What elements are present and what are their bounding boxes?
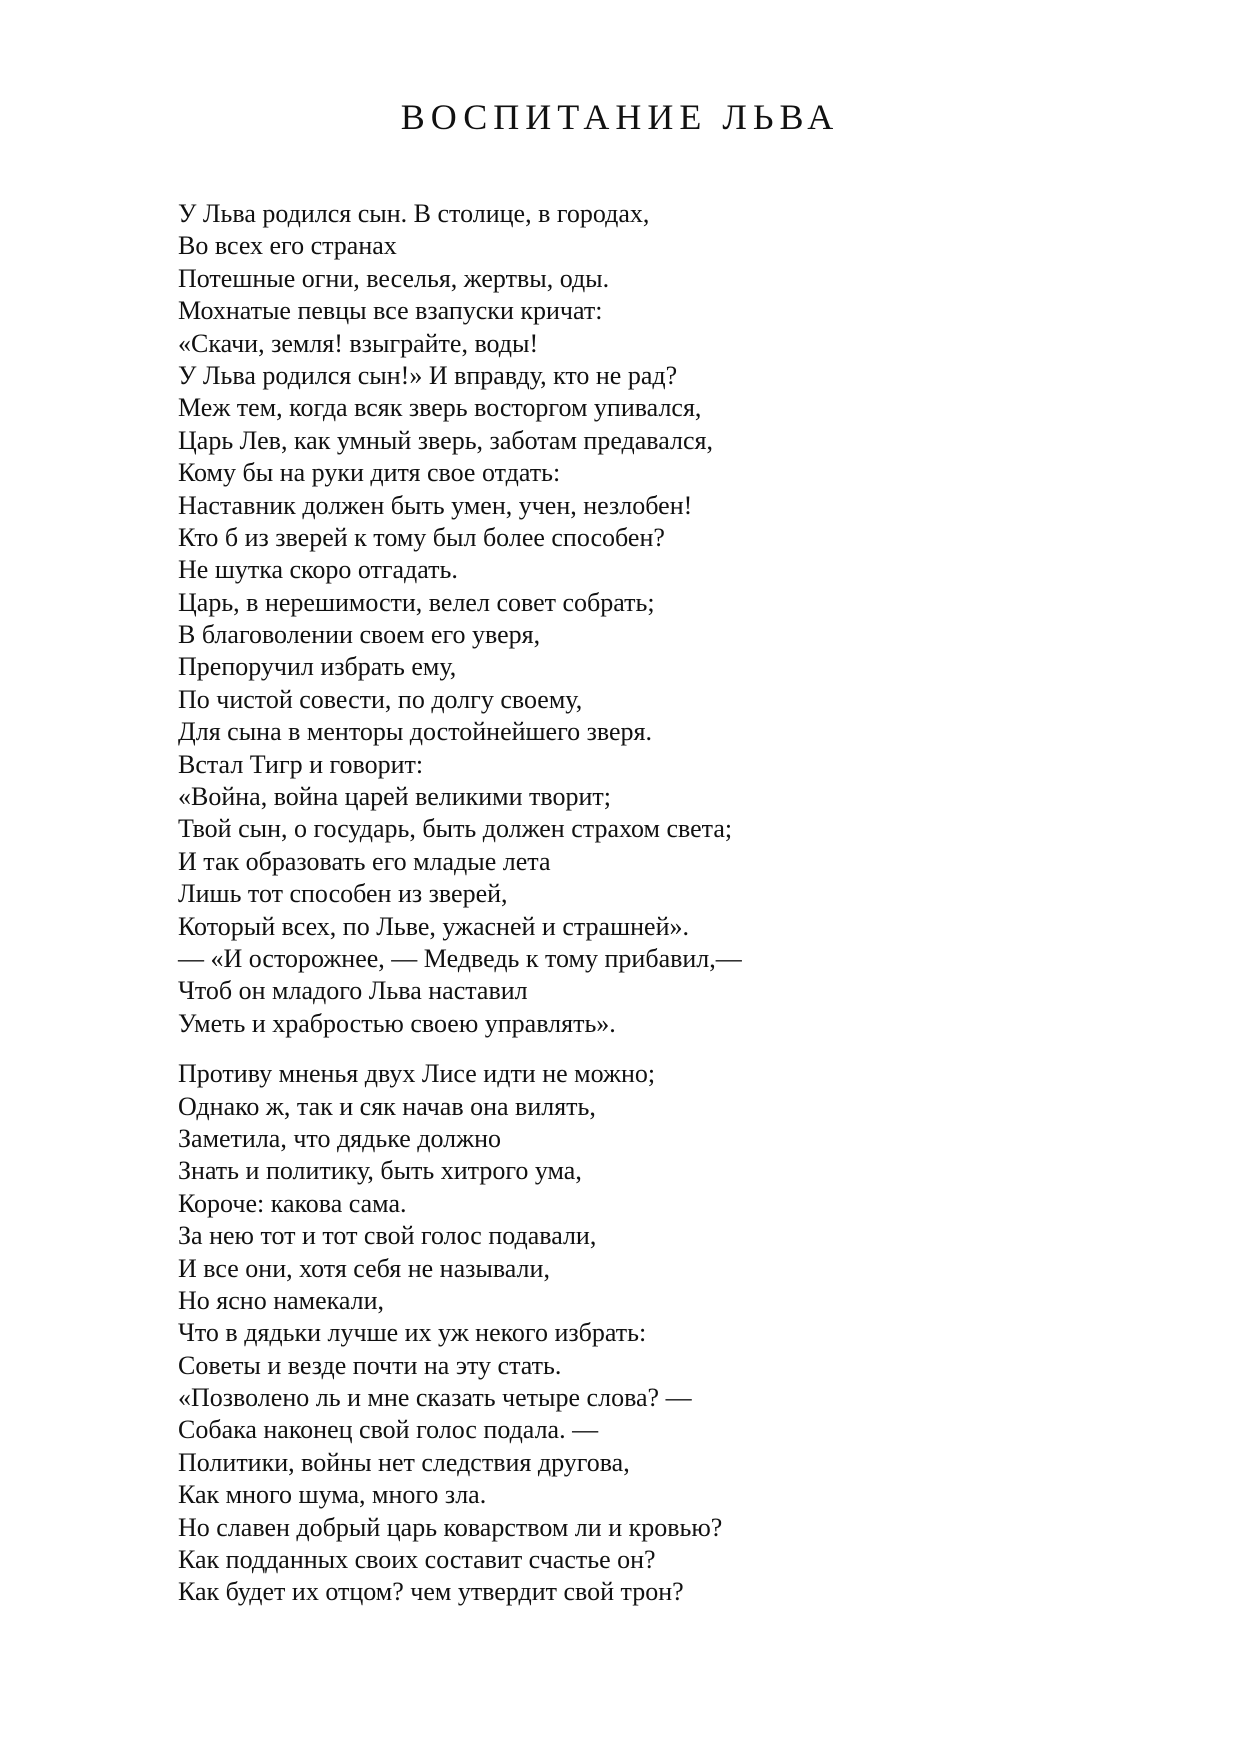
poem-line: Чтоб он младого Льва наставил (178, 976, 528, 1006)
poem-title: ВОСПИТАНИЕ ЛЬВА (400, 97, 840, 137)
poem-line: У Льва родился сын. В столице, в городах, (178, 199, 650, 228)
poem-line: — «И осторожнее, — Медведь к тому прибавил,— (178, 943, 742, 973)
poem-line: Мохнатые певцы все взапуски кричат: (178, 296, 603, 326)
poem-line: Короче: какова сама. (178, 1188, 407, 1218)
poem-line: Противу мненья двух Лисе идти не можно; (178, 1059, 656, 1089)
poem-line: Собака наконец свой голос подала. — (178, 1415, 599, 1445)
poem-line: Который всех, по Льве, ужасней и страшней». (178, 911, 689, 941)
poem-line: Советы и везде почти на эту стать. (178, 1350, 562, 1380)
poem-line: Лишь тот способен из зверей, (178, 879, 508, 909)
poem-line: Как подданных своих составит счастье он? (178, 1545, 656, 1575)
poem-line: Во всех его странах (178, 231, 397, 261)
poem-line: Твой сын, о государь, быть должен страхом света; (178, 814, 733, 844)
poem-line: «Позволено ль и мне сказать четыре слова? — (178, 1383, 692, 1413)
poem-line: Уметь и храбростью своею управлять». (178, 1008, 616, 1038)
poem-line: Меж тем, когда всяк зверь восторгом упивался, (178, 393, 702, 423)
stanza (178, 198, 1158, 1040)
poem-line: «Скачи, земля! взыграйте, воды! (178, 328, 539, 358)
poem-line: Как будет их отцом? чем утвердит свой трон? (178, 1577, 684, 1607)
poem-line: Знать и политику, быть хитрого ума, (178, 1156, 582, 1186)
poem-line: По чистой совести, по долгу своему, (178, 684, 583, 714)
poem-line: Но славен добрый царь коварством ли и кровью? (178, 1512, 723, 1542)
poem-line: Что в дядьки лучше их уж некого избрать: (178, 1318, 647, 1348)
poem-line: За нею тот и тот свой голос подавали, (178, 1221, 597, 1251)
poem-line: Потешные огни, веселья, жертвы, оды. (178, 263, 610, 293)
poem-line: Для сына в менторы достойнейшего зверя. (178, 717, 652, 747)
poem-line: Наставник должен быть умен, учен, незлобен! (178, 490, 693, 520)
poem-line: В благоволении своем его уверя, (178, 620, 541, 650)
poem-line: Препоручил избрать ему, (178, 652, 457, 682)
poem-line: «Война, война царей великими творит; (178, 782, 612, 812)
poem-line: Кому бы на руки дитя свое отдать: (178, 458, 561, 488)
stanza (178, 1058, 1158, 1609)
poem-line: Но ясно намекали, (178, 1285, 385, 1315)
poem-line: Царь, в нерешимости, велел совет собрать; (178, 587, 655, 617)
poem-line: Как много шума, много зла. (178, 1480, 487, 1510)
poem-line: Встал Тигр и говорит: (178, 749, 424, 779)
poem-line: И так образовать его младые лета (178, 846, 551, 876)
poem-line: И все они, хотя себя не называли, (178, 1253, 550, 1283)
poem-line: Однако ж, так и сяк начав она вилять, (178, 1091, 596, 1121)
poem-line: Заметила, что дядьке должно (178, 1123, 501, 1153)
poem-body (178, 198, 1158, 1627)
poem-line: Не шутка скоро отгадать. (178, 555, 458, 585)
poem-line: Царь Лев, как умный зверь, заботам предавался, (178, 425, 713, 455)
poem-line: У Льва родился сын!» И вправду, кто не рад? (178, 360, 678, 390)
poem-line: Политики, войны нет следствия другова, (178, 1447, 630, 1477)
poem-line: Кто б из зверей к тому был более способен? (178, 522, 665, 552)
